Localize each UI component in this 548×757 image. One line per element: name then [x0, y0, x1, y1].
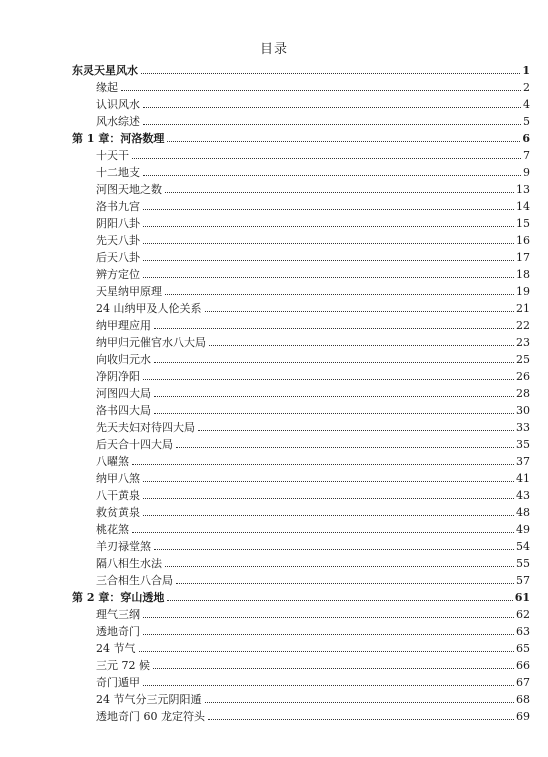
toc-section-entry[interactable] — [96, 434, 530, 451]
toc-entry-label: 天星纳甲原理 — [96, 285, 162, 298]
toc-page-number: 33 — [516, 421, 530, 434]
toc-section-entry[interactable] — [96, 366, 530, 383]
toc-page-number: 66 — [516, 659, 530, 672]
toc-entry-label: 东灵天星风水 — [72, 64, 138, 77]
toc-leader-dots — [143, 378, 514, 380]
toc-page-number: 49 — [516, 523, 530, 536]
toc-leader-dots — [167, 599, 512, 601]
toc-page-number: 54 — [516, 540, 530, 553]
toc-leader-dots — [139, 650, 515, 652]
toc-page-number: 65 — [516, 642, 530, 655]
toc-page-number: 41 — [516, 472, 530, 485]
toc-entry-label: 八干黄泉 — [96, 489, 140, 502]
toc-page-number: 28 — [516, 387, 530, 400]
toc-leader-dots — [154, 395, 514, 397]
toc-page-number: 21 — [516, 302, 530, 315]
toc-section-entry[interactable] — [96, 502, 530, 519]
toc-leader-dots — [176, 582, 514, 584]
toc-leader-dots — [143, 259, 514, 261]
toc-section-entry[interactable] — [96, 349, 530, 366]
toc-section-entry[interactable] — [96, 94, 530, 111]
toc-leader-dots — [154, 327, 514, 329]
toc-page-number: 35 — [516, 438, 530, 451]
toc-page-number: 61 — [514, 591, 530, 604]
toc-entry-label: 三合相生八合局 — [96, 574, 173, 587]
toc-entry-label: 奇门遁甲 — [96, 676, 140, 689]
toc-page-number: 25 — [516, 353, 530, 366]
toc-page-number: 9 — [523, 166, 530, 179]
toc-leader-dots — [132, 531, 514, 533]
toc-section-entry[interactable] — [96, 298, 530, 315]
toc-page-number: 1 — [522, 64, 530, 77]
toc-entry-label: 第 2 章：穿山透地 — [72, 591, 165, 604]
toc-section-entry[interactable] — [96, 213, 530, 230]
toc-section-entry[interactable] — [96, 468, 530, 485]
toc-leader-dots — [208, 718, 514, 720]
toc-page-number: 30 — [516, 404, 530, 417]
toc-leader-dots — [154, 548, 514, 550]
toc-entry-label: 隔八相生水法 — [96, 557, 162, 570]
toc-leader-dots — [176, 446, 514, 448]
toc-entry-label: 24 节气 — [96, 642, 136, 655]
toc-entry-label: 先天八卦 — [96, 234, 140, 247]
toc-page-number: 48 — [516, 506, 530, 519]
toc-entry-label: 十二地支 — [96, 166, 140, 179]
toc-leader-dots — [209, 344, 514, 346]
toc-leader-dots — [143, 276, 514, 278]
toc-entry-label: 理气三纲 — [96, 608, 140, 621]
toc-section-entry[interactable] — [96, 672, 530, 689]
toc-leader-dots — [143, 497, 514, 499]
toc-entry-label: 纳甲理应用 — [96, 319, 151, 332]
toc-entry-label: 洛书四大局 — [96, 404, 151, 417]
toc-page-number: 62 — [516, 608, 530, 621]
toc-leader-dots — [198, 429, 514, 431]
toc-chapter-entry[interactable] — [72, 128, 530, 145]
toc-page-number: 17 — [516, 251, 530, 264]
toc-section-entry[interactable] — [96, 332, 530, 349]
toc-section-entry[interactable] — [96, 689, 530, 706]
toc-entry-label: 透地奇门 — [96, 625, 140, 638]
toc-page-number: 18 — [516, 268, 530, 281]
toc-leader-dots — [205, 310, 515, 312]
toc-section-entry[interactable] — [96, 553, 530, 570]
toc-entry-label: 救贫黄泉 — [96, 506, 140, 519]
toc-section-entry[interactable] — [96, 77, 530, 94]
toc-leader-dots — [143, 684, 514, 686]
toc-entry-label: 先天夫妇对待四大局 — [96, 421, 195, 434]
toc-section-entry[interactable] — [96, 145, 530, 162]
toc-page-number: 26 — [516, 370, 530, 383]
toc-entry-label: 辨方定位 — [96, 268, 140, 281]
toc-section-entry[interactable] — [96, 417, 530, 434]
toc-leader-dots — [143, 242, 514, 244]
toc-page-number: 2 — [523, 81, 530, 94]
toc-leader-dots — [121, 89, 521, 91]
toc-page-number: 43 — [516, 489, 530, 502]
toc-leader-dots — [143, 514, 514, 516]
toc-entry-label: 十天干 — [96, 149, 129, 162]
toc-leader-dots — [143, 123, 521, 125]
toc-entry-label: 纳甲归元催官水八大局 — [96, 336, 206, 349]
toc-leader-dots — [143, 480, 514, 482]
toc-page-number: 16 — [516, 234, 530, 247]
toc-leader-dots — [132, 463, 514, 465]
toc-entry-label: 后天合十四大局 — [96, 438, 173, 451]
toc-leader-dots — [143, 225, 514, 227]
toc-section-entry[interactable] — [96, 400, 530, 417]
toc-chapter-entry[interactable] — [72, 60, 530, 77]
toc-page-number: 15 — [516, 217, 530, 230]
toc-page-number: 6 — [522, 132, 530, 145]
toc-page-number: 5 — [523, 115, 530, 128]
toc-leader-dots — [154, 361, 514, 363]
toc-leader-dots — [165, 293, 514, 295]
toc-entry-label: 认识风水 — [96, 98, 140, 111]
toc-section-entry[interactable] — [96, 383, 530, 400]
toc-leader-dots — [143, 174, 521, 176]
toc-page-number: 69 — [516, 710, 530, 723]
toc-entry-label: 桃花煞 — [96, 523, 129, 536]
toc-leader-dots — [153, 667, 514, 669]
toc-entry-label: 洛书九宫 — [96, 200, 140, 213]
toc-leader-dots — [165, 565, 514, 567]
toc-section-entry[interactable] — [96, 570, 530, 587]
toc-section-entry[interactable] — [96, 281, 530, 298]
toc-section-entry[interactable] — [96, 519, 530, 536]
toc-entry-label: 向收归元水 — [96, 353, 151, 366]
toc-section-entry[interactable] — [96, 655, 530, 672]
toc-entry-label: 八曜煞 — [96, 455, 129, 468]
toc-page-number: 14 — [516, 200, 530, 213]
toc-entry-label: 风水综述 — [96, 115, 140, 128]
toc-page-number: 67 — [516, 676, 530, 689]
toc-section-entry[interactable] — [96, 451, 530, 468]
toc-leader-dots — [143, 633, 514, 635]
toc-entry-label: 阴阳八卦 — [96, 217, 140, 230]
toc-entry-label: 24 山纳甲及人伦关系 — [96, 302, 202, 315]
toc-entry-label: 羊刃禄堂煞 — [96, 540, 151, 553]
toc-section-entry[interactable] — [96, 485, 530, 502]
toc-leader-dots — [143, 208, 514, 210]
toc-section-entry[interactable] — [96, 638, 530, 655]
toc-page-number: 4 — [523, 98, 530, 111]
toc-section-entry[interactable] — [96, 706, 530, 723]
toc-section-entry[interactable] — [96, 536, 530, 553]
toc-leader-dots — [141, 72, 520, 74]
toc-section-entry[interactable] — [96, 315, 530, 332]
toc-chapter-entry[interactable] — [72, 587, 530, 604]
toc-entry-label: 后天八卦 — [96, 251, 140, 264]
toc-section-entry[interactable] — [96, 621, 530, 638]
toc-entry-label: 缘起 — [96, 81, 118, 94]
toc-page-number: 23 — [516, 336, 530, 349]
toc-section-entry[interactable] — [96, 179, 530, 196]
toc-page-number: 7 — [523, 149, 530, 162]
toc-section-entry[interactable] — [96, 264, 530, 281]
toc-section-entry[interactable] — [96, 196, 530, 213]
toc-entry-label: 净阴净阳 — [96, 370, 140, 383]
toc-page-number: 68 — [516, 693, 530, 706]
toc-leader-dots — [165, 191, 514, 193]
toc-page-number: 22 — [516, 319, 530, 332]
toc-page-number: 19 — [516, 285, 530, 298]
toc-entry-label: 纳甲八煞 — [96, 472, 140, 485]
toc-page-number: 55 — [516, 557, 530, 570]
toc-section-entry[interactable] — [96, 604, 530, 621]
toc-page-number: 63 — [516, 625, 530, 638]
toc-leader-dots — [154, 412, 514, 414]
toc-section-entry[interactable] — [96, 162, 530, 179]
toc-section-entry[interactable] — [96, 247, 530, 264]
toc-entry-label: 河图天地之数 — [96, 183, 162, 196]
toc-leader-dots — [143, 106, 521, 108]
toc-leader-dots — [167, 140, 520, 142]
toc-entry-label: 河图四大局 — [96, 387, 151, 400]
toc-entry-label: 第 1 章：河洛数理 — [72, 132, 165, 145]
toc-page-number: 13 — [516, 183, 530, 196]
toc-section-entry[interactable] — [96, 111, 530, 128]
toc-entry-label: 三元 72 候 — [96, 659, 150, 672]
toc-leader-dots — [143, 616, 514, 618]
toc-section-entry[interactable] — [96, 230, 530, 247]
toc-page-number: 57 — [516, 574, 530, 587]
toc-leader-dots — [205, 701, 515, 703]
page-title: 目录 — [259, 42, 288, 57]
toc-page-number: 37 — [516, 455, 530, 468]
toc-leader-dots — [132, 157, 521, 159]
toc-entry-label: 24 节气分三元阴阳遁 — [96, 693, 202, 706]
toc-entry-label: 透地奇门 60 龙定符头 — [96, 710, 205, 723]
